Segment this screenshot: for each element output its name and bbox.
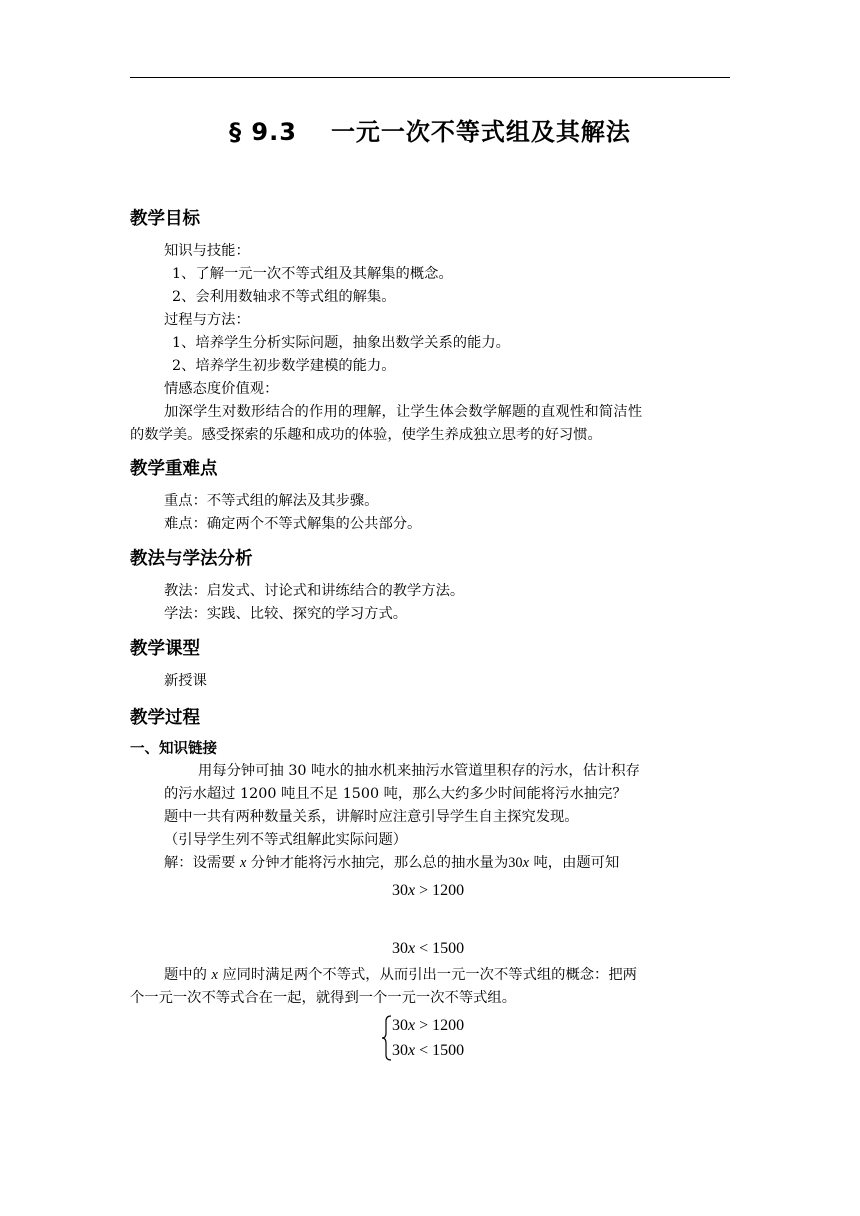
process-line: 用每分钟可抽 30 吨水的抽水机来抽污水管道里积存的污水，估计积存 — [198, 763, 640, 779]
goal-line: 知识与技能： — [164, 243, 250, 259]
heading-methods: 教法与学法分析 — [130, 549, 253, 569]
concept-line: 题中的 x 应同时满足两个不等式，从而引出一元一次不等式组的概念：把两 — [164, 967, 637, 983]
inequality-2: 30x < 1500 — [392, 940, 465, 957]
heading-key-points: 教学重难点 — [130, 459, 218, 479]
goal-line: 情感态度价值观： — [164, 381, 279, 397]
lesson-type-value: 新授课 — [164, 673, 207, 689]
subheading-knowledge-link: 一、知识链接 — [130, 741, 217, 757]
heading-teaching-process: 教学过程 — [130, 708, 200, 728]
keypoint-line: 难点：确定两个不等式解集的公共部分。 — [164, 516, 422, 532]
goal-line: 2、会利用数轴求不等式组的解集。 — [172, 289, 396, 305]
page-title — [0, 112, 860, 147]
keypoint-line: 重点：不等式组的解法及其步骤。 — [164, 493, 379, 509]
solution-line: 解：设需要 x 分钟才能将污水抽完，那么总的抽水量为30x 吨，由题可知 — [164, 855, 620, 871]
process-line: 题中一共有两种数量关系，讲解时应注意引导学生自主探究发现。 — [164, 809, 579, 825]
concept-line: 个一元一次不等式合在一起，就得到一个一元一次不等式组。 — [130, 990, 517, 1006]
inequality-1: 30x > 1200 — [392, 882, 465, 899]
section-title: 一元一次不等式组及其解法 — [330, 118, 631, 146]
system-inequality-2: 30x < 1500 — [392, 1042, 465, 1059]
header-rule — [130, 77, 730, 78]
process-line: （引导学生列不等式组解此实际问题） — [164, 832, 408, 848]
goal-line: 的数学美。感受探索的乐趣和成功的体验，使学生养成独立思考的好习惯。 — [130, 427, 602, 443]
section-number: § 9.3 — [229, 118, 297, 146]
goal-line: 过程与方法： — [164, 312, 250, 328]
heading-teaching-goals: 教学目标 — [130, 209, 200, 229]
method-line: 学法：实践、比较、探究的学习方式。 — [164, 606, 408, 622]
method-line: 教法：启发式、讨论式和讲练结合的教学方法。 — [164, 583, 465, 599]
system-inequality-1: 30x > 1200 — [392, 1017, 465, 1034]
goal-line: 2、培养学生初步数学建模的能力。 — [172, 358, 396, 374]
goal-line: 1、了解一元一次不等式组及其解集的概念。 — [172, 266, 453, 282]
goal-line: 加深学生对数形结合的作用的理解，让学生体会数学解题的直观性和简洁性 — [164, 404, 643, 420]
heading-lesson-type: 教学课型 — [130, 639, 200, 659]
goal-line: 1、培养学生分析实际问题，抽象出数学关系的能力。 — [172, 335, 510, 351]
process-line: 的污水超过 1200 吨且不足 1500 吨，那么大约多少时间能将污水抽完？ — [164, 786, 627, 802]
